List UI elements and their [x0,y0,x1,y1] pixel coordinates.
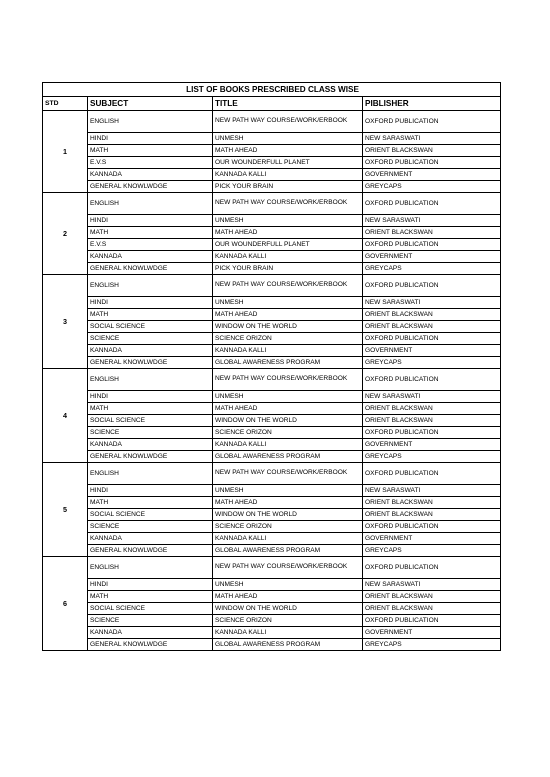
publisher-cell: NEW SARASWATI [363,297,501,309]
books-table [42,82,501,651]
subject-cell: KANNADA [88,627,213,639]
subject-cell: HINDI [88,391,213,403]
table-body [43,111,501,651]
subject-cell: MATH [88,497,213,509]
column-header-subject: SUBJECT [88,97,213,111]
table-row [43,463,501,485]
subject-cell: GENERAL KNOWLWDGE [88,545,213,557]
title-cell: PICK YOUR BRAIN [213,263,363,275]
subject-cell: SCIENCE [88,521,213,533]
title-cell: UNMESH [213,485,363,497]
publisher-cell: ORIENT BLACKSWAN [363,403,501,415]
table-row [43,239,501,251]
publisher-cell: ORIENT BLACKSWAN [363,309,501,321]
table-row [43,263,501,275]
table-row [43,357,501,369]
publisher-cell: OXFORD PUBLICATION [363,615,501,627]
publisher-cell: ORIENT BLACKSWAN [363,497,501,509]
table-row [43,639,501,651]
publisher-cell: GREYCAPS [363,263,501,275]
publisher-cell: OXFORD PUBLICATION [363,463,501,485]
publisher-cell: GOVERNMENT [363,439,501,451]
std-cell: 5 [43,463,88,557]
table-row [43,157,501,169]
title-cell: UNMESH [213,297,363,309]
title-cell: KANNADA KALLI [213,169,363,181]
title-cell: SCIENCE ORIZON [213,615,363,627]
title-cell: WINDOW ON THE WORLD [213,415,363,427]
title-cell: NEW PATH WAY COURSE/WORK/ERBOOK [213,111,363,133]
column-header-title: TITLE [213,97,363,111]
publisher-cell: NEW SARASWATI [363,215,501,227]
table-row [43,521,501,533]
subject-cell: KANNADA [88,439,213,451]
subject-cell: MATH [88,403,213,415]
title-row [43,83,501,97]
title-cell: WINDOW ON THE WORLD [213,603,363,615]
table-row [43,533,501,545]
publisher-cell: OXFORD PUBLICATION [363,557,501,579]
title-cell: NEW PATH WAY COURSE/WORK/ERBOOK [213,369,363,391]
subject-cell: KANNADA [88,533,213,545]
publisher-cell: NEW SARASWATI [363,391,501,403]
table-row [43,427,501,439]
publisher-cell: GREYCAPS [363,181,501,193]
table-row [43,591,501,603]
column-header-std: STD [43,97,88,111]
table-row [43,345,501,357]
column-header-publisher: PIBLISHER [363,97,501,111]
subject-cell: SOCIAL SCIENCE [88,321,213,333]
subject-cell: GENERAL KNOWLWDGE [88,181,213,193]
table-row [43,275,501,297]
table-row [43,321,501,333]
publisher-cell: OXFORD PUBLICATION [363,275,501,297]
std-cell: 3 [43,275,88,369]
title-cell: NEW PATH WAY COURSE/WORK/ERBOOK [213,193,363,215]
table-row [43,369,501,391]
publisher-cell: OXFORD PUBLICATION [363,521,501,533]
publisher-cell: OXFORD PUBLICATION [363,333,501,345]
std-cell: 4 [43,369,88,463]
table-row [43,309,501,321]
title-cell: KANNADA KALLI [213,439,363,451]
table-row [43,545,501,557]
title-cell: NEW PATH WAY COURSE/WORK/ERBOOK [213,463,363,485]
title-cell: KANNADA KALLI [213,627,363,639]
title-cell: SCIENCE ORIZON [213,427,363,439]
table-row [43,509,501,521]
title-cell: SCIENCE ORIZON [213,521,363,533]
table-row [43,133,501,145]
table-row [43,557,501,579]
title-cell: MATH AHEAD [213,309,363,321]
title-cell: NEW PATH WAY COURSE/WORK/ERBOOK [213,275,363,297]
subject-cell: HINDI [88,215,213,227]
title-cell: GLOBAL AWARENESS PROGRAM [213,545,363,557]
table-row [43,251,501,263]
title-cell: KANNADA KALLI [213,251,363,263]
table-row [43,403,501,415]
table-row [43,497,501,509]
publisher-cell: NEW SARASWATI [363,579,501,591]
publisher-cell: ORIENT BLACKSWAN [363,603,501,615]
table-row [43,297,501,309]
table-row [43,333,501,345]
subject-cell: HINDI [88,579,213,591]
subject-cell: E.V.S [88,239,213,251]
table-row [43,627,501,639]
title-cell: MATH AHEAD [213,497,363,509]
publisher-cell: ORIENT BLACKSWAN [363,145,501,157]
subject-cell: ENGLISH [88,193,213,215]
title-cell: KANNADA KALLI [213,345,363,357]
publisher-cell: GOVERNMENT [363,251,501,263]
subject-cell: MATH [88,227,213,239]
publisher-cell: GREYCAPS [363,451,501,463]
table-row [43,215,501,227]
table-row [43,451,501,463]
title-cell: MATH AHEAD [213,403,363,415]
table-row [43,145,501,157]
title-cell: SCIENCE ORIZON [213,333,363,345]
publisher-cell: GOVERNMENT [363,533,501,545]
title-cell: MATH AHEAD [213,145,363,157]
subject-cell: E.V.S [88,157,213,169]
table-row [43,391,501,403]
table-row [43,603,501,615]
subject-cell: KANNADA [88,251,213,263]
title-cell: UNMESH [213,215,363,227]
subject-cell: ENGLISH [88,111,213,133]
publisher-cell: NEW SARASWATI [363,133,501,145]
table-row [43,439,501,451]
subject-cell: HINDI [88,485,213,497]
subject-cell: ENGLISH [88,463,213,485]
publisher-cell: NEW SARASWATI [363,485,501,497]
title-cell: MATH AHEAD [213,591,363,603]
publisher-cell: OXFORD PUBLICATION [363,111,501,133]
publisher-cell: ORIENT BLACKSWAN [363,415,501,427]
title-cell: WINDOW ON THE WORLD [213,321,363,333]
page-title: LIST OF BOOKS PRESCRIBED CLASS WISE [43,83,501,97]
title-cell: OUR WOUNDERFULL PLANET [213,157,363,169]
table-row [43,485,501,497]
publisher-cell: GOVERNMENT [363,627,501,639]
publisher-cell: GREYCAPS [363,639,501,651]
subject-cell: ENGLISH [88,275,213,297]
std-cell: 1 [43,111,88,193]
table-row [43,227,501,239]
subject-cell: HINDI [88,297,213,309]
subject-cell: GENERAL KNOWLWDGE [88,639,213,651]
subject-cell: ENGLISH [88,369,213,391]
title-cell: UNMESH [213,133,363,145]
table-row [43,415,501,427]
publisher-cell: GOVERNMENT [363,345,501,357]
subject-cell: KANNADA [88,345,213,357]
subject-cell: GENERAL KNOWLWDGE [88,263,213,275]
publisher-cell: GREYCAPS [363,357,501,369]
title-cell: GLOBAL AWARENESS PROGRAM [213,357,363,369]
publisher-cell: ORIENT BLACKSWAN [363,509,501,521]
title-cell: WINDOW ON THE WORLD [213,509,363,521]
table-row [43,181,501,193]
publisher-cell: OXFORD PUBLICATION [363,157,501,169]
publisher-cell: ORIENT BLACKSWAN [363,591,501,603]
subject-cell: MATH [88,591,213,603]
title-cell: PICK YOUR BRAIN [213,181,363,193]
table-row [43,579,501,591]
subject-cell: KANNADA [88,169,213,181]
publisher-cell: OXFORD PUBLICATION [363,239,501,251]
publisher-cell: OXFORD PUBLICATION [363,193,501,215]
title-cell: KANNADA KALLI [213,533,363,545]
publisher-cell: OXFORD PUBLICATION [363,427,501,439]
subject-cell: ENGLISH [88,557,213,579]
publisher-cell: ORIENT BLACKSWAN [363,321,501,333]
std-cell: 2 [43,193,88,275]
title-cell: GLOBAL AWARENESS PROGRAM [213,639,363,651]
table-row [43,111,501,133]
subject-cell: GENERAL KNOWLWDGE [88,451,213,463]
subject-cell: GENERAL KNOWLWDGE [88,357,213,369]
publisher-cell: GOVERNMENT [363,169,501,181]
subject-cell: HINDI [88,133,213,145]
subject-cell: SOCIAL SCIENCE [88,603,213,615]
publisher-cell: GREYCAPS [363,545,501,557]
std-cell: 6 [43,557,88,651]
subject-cell: MATH [88,309,213,321]
subject-cell: SOCIAL SCIENCE [88,509,213,521]
publisher-cell: ORIENT BLACKSWAN [363,227,501,239]
subject-cell: SCIENCE [88,615,213,627]
title-cell: GLOBAL AWARENESS PROGRAM [213,451,363,463]
title-cell: OUR WOUNDERFULL PLANET [213,239,363,251]
subject-cell: MATH [88,145,213,157]
publisher-cell: OXFORD PUBLICATION [363,369,501,391]
table-row [43,615,501,627]
header-row [43,97,501,111]
title-cell: NEW PATH WAY COURSE/WORK/ERBOOK [213,557,363,579]
title-cell: UNMESH [213,579,363,591]
subject-cell: SOCIAL SCIENCE [88,415,213,427]
title-cell: UNMESH [213,391,363,403]
table-row [43,169,501,181]
subject-cell: SCIENCE [88,333,213,345]
table-row [43,193,501,215]
subject-cell: SCIENCE [88,427,213,439]
title-cell: MATH AHEAD [213,227,363,239]
